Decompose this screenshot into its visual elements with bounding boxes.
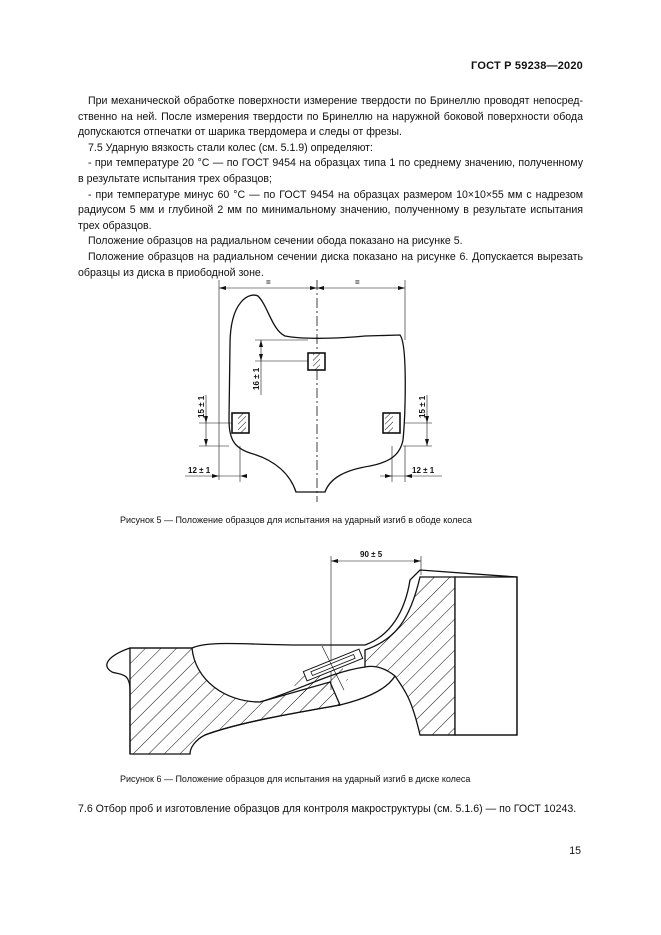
paragraph-figure5-ref: Положение образцов на радиальном сечении обода показано на рисунке 5. xyxy=(88,235,463,248)
dim-center-vertical: 16 ± 1 xyxy=(252,367,261,390)
paragraph-minus60c: - при температуре минус 60 °С — по ГОСТ 9454 на образцах размером 10×10×55 мм с надрезом радиусом 5 мм и глубиной 2 мм по минимальному значению, полученному в результате испытания трех образцов. xyxy=(78,188,583,232)
paragraph-figure6-ref: Положение образцов на радиальном сечении диска показано на рисунке 6. Допускается вырезать образцы из диска в приободной зоне. xyxy=(78,250,583,279)
paragraph-7-5: 7.5 Ударную вязкость стали колес (см. 5.1.9) определяют: xyxy=(88,141,373,154)
dim-right-vertical: 15 ± 1 xyxy=(418,395,427,418)
hub-section xyxy=(130,648,340,754)
dim-90: 90 ± 5 xyxy=(360,550,383,559)
document-number-header: ГОСТ Р 59238—2020 xyxy=(471,60,583,72)
figure-6-caption: Рисунок 6 — Положение образцов для испытания на ударный изгиб в диске колеса xyxy=(120,774,471,784)
paragraph-7-6: 7.6 Отбор проб и изготовление образцов для контроля макроструктуры (см. 5.1.6) — по ГОСТ 10243. xyxy=(78,803,577,815)
paragraph-brinell: При механической обработке поверхности измерение твердости по Бринеллю проводят непосред-ственно на ней. После измерения твердости по Бринеллю на наружной боковой поверхности обода допускаются отпечатки от шарика твердомера и следы от фрезы. xyxy=(78,95,583,139)
figure-5-caption: Рисунок 5 — Положение образцов для испытания на ударный изгиб в ободе колеса xyxy=(120,515,472,525)
rim-section xyxy=(365,577,455,735)
dim-equal-right: = xyxy=(355,278,360,287)
dim-left-vertical: 15 ± 1 xyxy=(197,395,206,418)
paragraph-20c: - при температуре 20 °С — по ГОСТ 9454 на образцах типа 1 по среднему значению, полученному в результате испытания трех образцов; xyxy=(78,157,583,185)
page-number: 15 xyxy=(569,845,581,857)
dim-equal-left: = xyxy=(266,278,271,287)
dim-left-horizontal: 12 ± 1 xyxy=(188,466,211,475)
dim-right-horizontal: 12 ± 1 xyxy=(412,466,435,475)
